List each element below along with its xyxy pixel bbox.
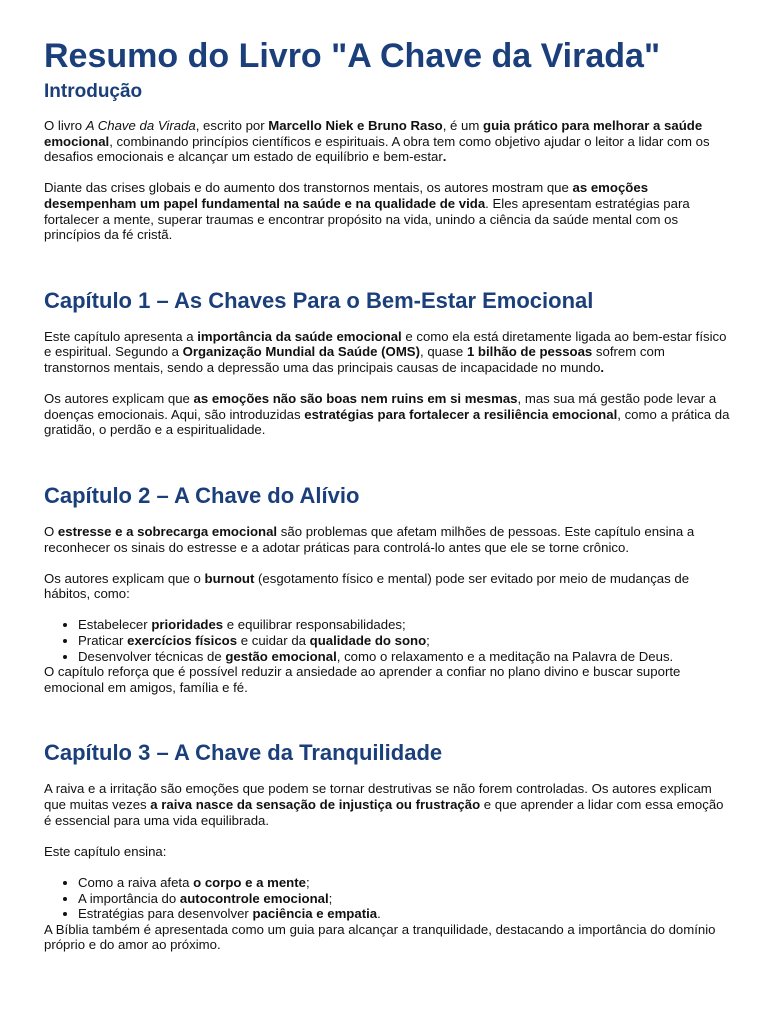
list-item: • Como a raiva afeta o corpo e a mente; (78, 875, 734, 891)
chapter-2-paragraph-3: O capítulo reforça que é possível reduzir a ansiedade ao aprender a confiar no plano divino e buscar suporte emocional em amigos, família e fé. (44, 664, 681, 695)
chapter-2-paragraph-2: Os autores explicam que o burnout (esgotamento físico e mental) pode ser evitado por meio de mudanças de hábitos, como: (44, 570, 690, 602)
intro-heading: Introdução (44, 81, 143, 102)
list-item: • Estabelecer prioridades e equilibrar responsabilidades; (78, 617, 734, 633)
chapter-1-paragraph-1: Este capítulo apresenta a importância da saúde emocional e como ela está diretamente ligada ao bem-estar físico e espiritual. Segundo a Organização Mundial da Saúde (OMS), quase 1 bilhão de pessoas sofrem com transtornos mentais, sendo a depressão uma das principais causas de incapacidade no mundo. (44, 328, 727, 375)
chapter-2-paragraph-1: O estresse e a sobrecarga emocional são problemas que afetam milhões de pessoas. Este capítulo ensina a reconhecer os sinais do estresse e a adotar práticas para controlá-lo antes que ele se torne crônico. (44, 523, 695, 555)
chapter-3-heading: Capítulo 3 – A Chave da Tranquilidade (44, 740, 443, 766)
intro-paragraph-2: Diante das crises globais e do aumento dos transtornos mentais, os autores mostram que as emoções desempenham um papel fundamental na saúde e na qualidade de vida. Eles apresentam estratégias para fortalecer a mente, superar traumas e encontrar propósito na vida, unindo a ciência da saúde mental com os princípios da fé cristã. (44, 180, 690, 243)
chapter-2-heading: Capítulo 2 – A Chave do Alívio (44, 482, 360, 508)
chapter-3-paragraph-2: Este capítulo ensina: (44, 843, 167, 859)
chapter-1-paragraph-2: Os autores explicam que as emoções não são boas nem ruins em si mesmas, mas sua má gestão pode levar a doenças emocionais. Aqui, são introduzidas estratégias para fortalecer a resiliência emocional, como a prática da gratidão, o perdão e a espiritualidade. (44, 391, 730, 438)
chapter-3-paragraph-3: A Bíblia também é apresentada como um guia para alcançar a tranquilidade, destacando a importância do domínio próprio e do amor ao próximo. (44, 921, 716, 953)
list-item: • Praticar exercícios físicos e cuidar da qualidade do sono; (78, 633, 734, 649)
chapter-3-paragraph-1: A raiva e a irritação são emoções que podem se tornar destrutivas se não forem controladas. Os autores explicam que muitas vezes a raiva nasce da sensação de injustiça ou frustração e que aprender a lidar com essa emoção é essencial para uma vida equilibrada. (44, 781, 724, 828)
list-item: • Estratégias para desenvolver paciência e empatia. (78, 906, 734, 922)
list-item: • A importância do autocontrole emocional; (78, 891, 734, 907)
chapter-3-list (44, 875, 734, 922)
chapter-2-list (44, 617, 734, 664)
document-title: Resumo do Livro "A Chave da Virada" (44, 37, 661, 75)
chapter-1-heading: Capítulo 1 – As Chaves Para o Bem-Estar Emocional (44, 287, 594, 313)
list-item: • Desenvolver técnicas de gestão emocional, como o relaxamento e a meditação na Palavra de Deus. (78, 649, 734, 665)
document-page (44, 36, 734, 953)
intro-paragraph-1: O livro A Chave da Virada, escrito por Marcello Niek e Bruno Raso, é um guia prático para melhorar a saúde emocional, combinando princípios científicos e espirituais. A obra tem como objetivo ajudar o leitor a lidar com os desafios emocionais e alcançar um estado de equilíbrio e bem-estar. (44, 118, 710, 165)
